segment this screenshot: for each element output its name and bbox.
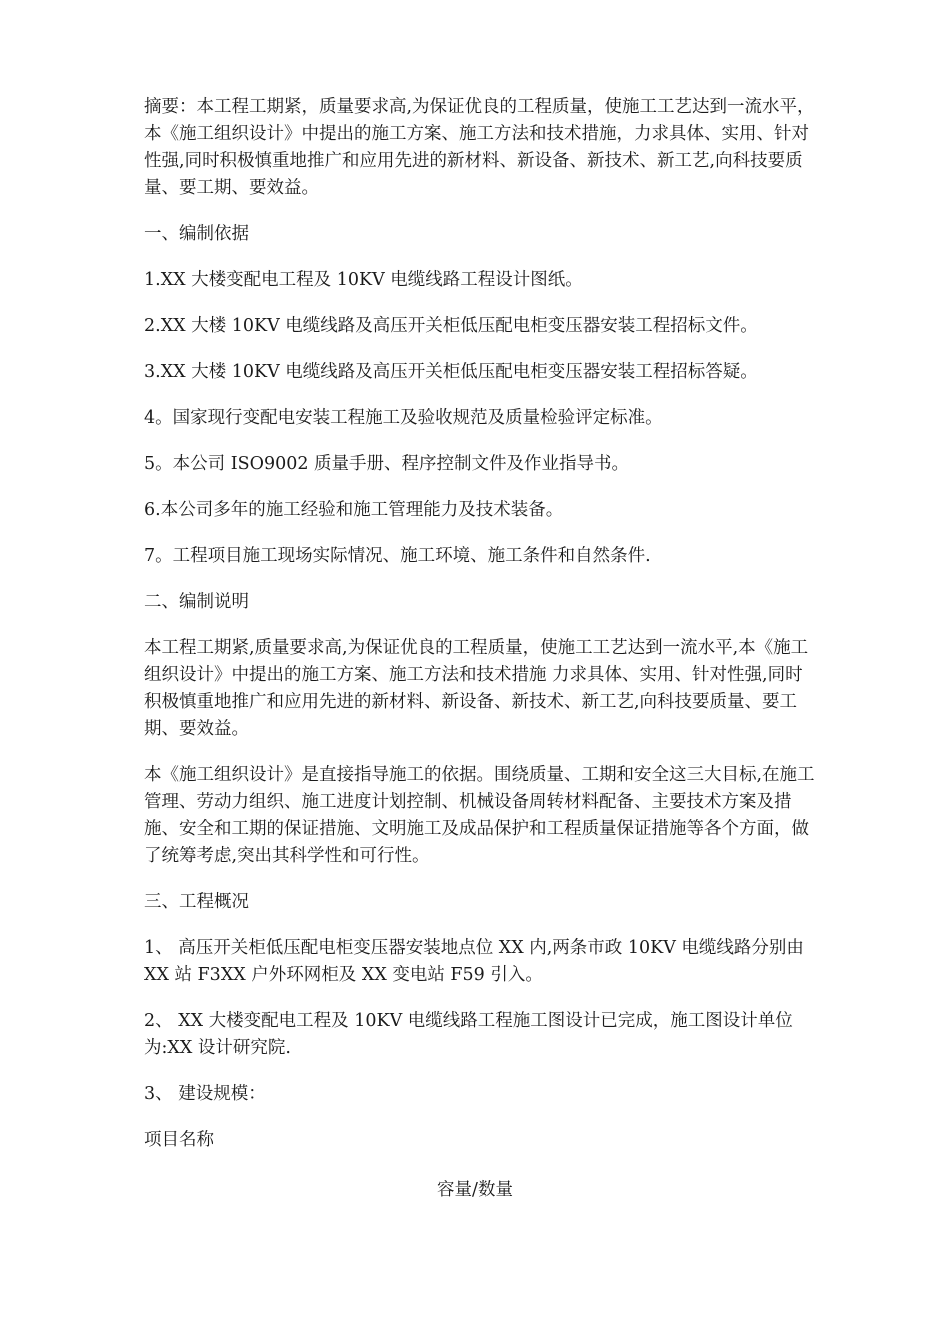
basis-item: 2.XX 大楼 10KV 电缆线路及高压开关柜低压配电柜变压器安装工程招标文件。	[144, 316, 758, 336]
basis-item: 4。国家现行变配电安装工程施工及验收规范及质量检验评定标准。	[144, 408, 663, 428]
basis-item: 1.XX 大楼变配电工程及 10KV 电缆线路工程设计图纸。	[144, 270, 583, 290]
document-body	[144, 94, 816, 1173]
table-header-project-name: 项目名称	[144, 1130, 214, 1150]
section-heading-overview: 三、工程概况	[144, 892, 249, 912]
section-heading-basis: 一、编制依据	[144, 224, 249, 244]
overview-item: 1、 高压开关柜低压配电柜变压器安装地点位 XX 内,两条市政 10KV 电缆线路分别由 XX 站 F3XX 户外环网柜及 XX 变电站 F59 引入。	[144, 938, 804, 985]
basis-item: 3.XX 大楼 10KV 电缆线路及高压开关柜低压配电柜变压器安装工程招标答疑。	[144, 362, 758, 382]
overview-item: 2、 XX 大楼变配电工程及 10KV 电缆线路工程施工图设计已完成，施工图设计单位为:XX 设计研究院.	[144, 1011, 793, 1058]
explanation-paragraph: 本工程工期紧,质量要求高,为保证优良的工程质量，使施工工艺达到一流水平,本《施工组织设计》中提出的施工方案、施工方法和技术措施 力求具体、实用、针对性强,同时积极慎重地推广和应用先进的新材料、新设备、新技术、新工艺,向科技要质量、要工期、要效益。	[144, 638, 809, 739]
section-heading-explanation: 二、编制说明	[144, 592, 249, 612]
basis-item: 6.本公司多年的施工经验和施工管理能力及技术装备。	[144, 500, 564, 520]
overview-item: 3、 建设规模：	[144, 1084, 266, 1104]
explanation-paragraph: 本《施工组织设计》是直接指导施工的依据。围绕质量、工期和安全这三大目标,在施工管理、劳动力组织、施工进度计划控制、机械设备周转材料配备、主要技术方案及措施、安全和工期的保证措施、文明施工及成品保护和工程质量保证措施等各个方面，做了统筹考虑,突出其科学性和可行性。	[144, 765, 815, 866]
basis-item: 5。本公司 ISO9002 质量手册、程序控制文件及作业指导书。	[144, 454, 630, 474]
table-header-capacity: 容量/数量	[437, 1180, 513, 1200]
abstract-paragraph: 摘要：本工程工期紧，质量要求高,为保证优良的工程质量，使施工工艺达到一流水平，本《施工组织设计》中提出的施工方案、施工方法和技术措施，力求具体、实用、针对性强,同时积极慎重地推广和应用先进的新材料、新设备、新技术、新工艺,向科技要质量、要工期、要效益。	[144, 97, 815, 198]
basis-item: 7。工程项目施工现场实际情况、施工环境、施工条件和自然条件.	[144, 546, 651, 566]
